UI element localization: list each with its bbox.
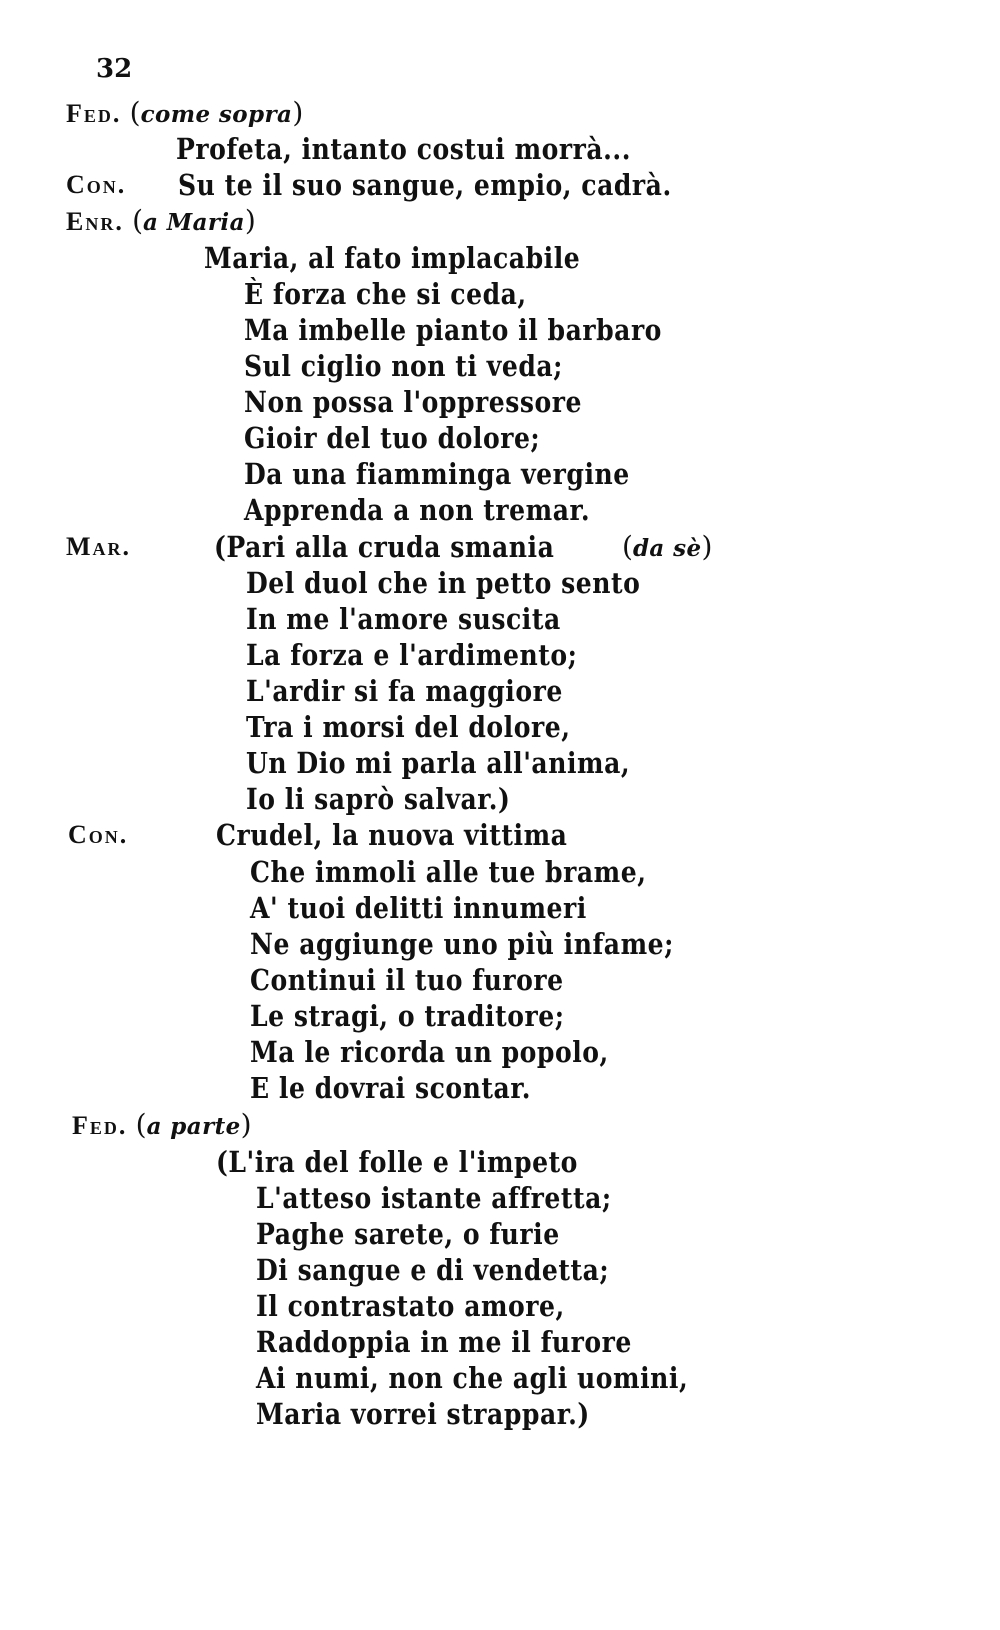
stage-direction: a parte — [146, 1113, 241, 1140]
verse-line: Apprenda a non tremar. — [244, 493, 591, 527]
verse-line: (Pari alla cruda smania — [214, 530, 555, 564]
verse-line: E le dovrai scontar. — [250, 1071, 532, 1105]
speaker-name: Fed. — [66, 99, 122, 128]
page-number: 32 — [96, 54, 133, 84]
verse-line: Gioir del tuo dolore; — [244, 421, 541, 455]
speaker-direction-line: Fed. (come sopra) — [66, 96, 304, 129]
verse-line: Un Dio mi parla all'anima, — [246, 746, 631, 780]
verse-line: Da una fiamminga vergine — [244, 457, 630, 491]
verse-line: Io li saprò salvar.) — [246, 782, 511, 816]
verse-line: Maria vorrei strappar.) — [256, 1397, 590, 1431]
speaker-direction-line: Enr. (a Maria) — [66, 204, 256, 237]
verse-line: Raddoppia in me il furore — [256, 1325, 632, 1359]
verse-line: Di sangue e di vendetta; — [256, 1253, 610, 1287]
verse-line: Le stragi, o traditore; — [250, 999, 565, 1033]
aside-direction: (da sè) — [622, 530, 713, 563]
verse-line: Ai numi, non che agli uomini, — [256, 1361, 689, 1395]
verse-line: Non possa l'oppressore — [244, 385, 583, 419]
speaker-name: Enr. — [66, 207, 124, 236]
verse-line: L'atteso istante affretta; — [256, 1181, 612, 1215]
verse-line: Profeta, intanto costui morrà... — [176, 132, 631, 166]
speaker-name: Con. — [68, 820, 129, 849]
verse-line: Del duol che in petto sento — [246, 566, 641, 600]
verse-line: Ma le ricorda un popolo, — [250, 1035, 609, 1069]
stage-direction: a Maria — [143, 209, 245, 236]
verse-line: La forza e l'ardimento; — [246, 638, 578, 672]
verse-line: Su te il suo sangue, empio, cadrà. — [178, 168, 672, 202]
verse-line: Ne aggiunge uno più infame; — [250, 927, 674, 961]
verse-line: Che immoli alle tue brame, — [250, 855, 647, 889]
verse-line: L'ardir si fa maggiore — [246, 674, 563, 708]
verse-line: Crudel, la nuova vittima — [216, 818, 568, 852]
verse-line: Maria, al fato implacabile — [204, 241, 581, 275]
stage-direction: da sè — [632, 535, 702, 562]
stage-direction: come sopra — [140, 101, 293, 128]
verse-line-with-direction — [214, 530, 601, 566]
verse-line: A' tuoi delitti innumeri — [250, 891, 587, 925]
speaker-direction-line: Fed. (a parte) — [72, 1108, 252, 1141]
verse-line: In me l'amore suscita — [246, 602, 561, 636]
verse-line: Tra i morsi del dolore, — [246, 710, 571, 744]
verse-line: Il contrastato amore, — [256, 1289, 565, 1323]
verse-line: Continui il tuo furore — [250, 963, 564, 997]
speaker-name: Fed. — [72, 1111, 128, 1140]
verse-line: Paghe sarete, o furie — [256, 1217, 560, 1251]
verse-line: Sul ciglio non ti veda; — [244, 349, 563, 383]
verse-line: (L'ira del folle e l'impeto — [216, 1145, 578, 1179]
verse-line: È forza che si ceda, — [244, 277, 527, 311]
speaker-name: Mar. — [66, 532, 132, 561]
verse-line: Ma imbelle pianto il barbaro — [244, 313, 662, 347]
speaker-name: Con. — [66, 170, 127, 199]
